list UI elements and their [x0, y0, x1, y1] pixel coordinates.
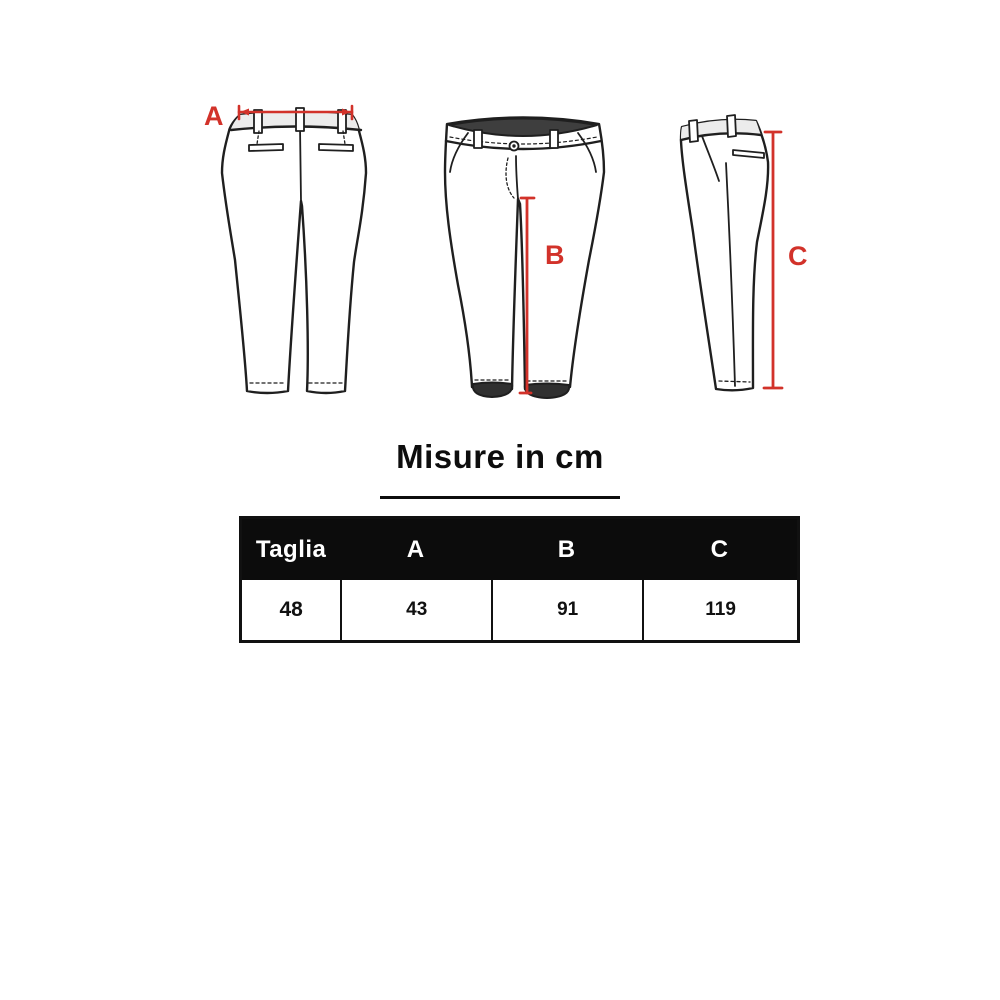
measure-label-b: B — [545, 240, 565, 270]
pants-measurement-diagram — [0, 0, 1000, 430]
header-cell-a: A — [406, 535, 425, 563]
belt-loop — [550, 130, 558, 148]
pants-side-view-figure — [681, 115, 768, 390]
hem-opening-dark — [473, 383, 512, 398]
waist-button-dot — [512, 144, 515, 147]
cell-taglia-value: 48 — [242, 580, 340, 640]
belt-loop — [727, 115, 736, 137]
belt-loop — [474, 130, 482, 148]
title-underline — [380, 496, 620, 499]
size-table-data-row — [242, 580, 797, 640]
back-center-seam — [300, 126, 301, 201]
pants-front-silhouette — [445, 118, 604, 390]
page-title: Misure in cm — [396, 438, 604, 475]
hem-opening-dark — [525, 384, 569, 399]
pants-back-view-figure — [222, 108, 366, 393]
header-cell-b: B — [557, 535, 576, 563]
back-pocket-welt — [249, 144, 283, 151]
pants-front-view-figure — [445, 118, 604, 399]
pants-back-silhouette — [222, 112, 366, 393]
size-table-header-row — [242, 519, 797, 580]
pants-side-silhouette — [681, 120, 768, 390]
belt-loop — [254, 110, 262, 133]
cell-a-value: 43 — [340, 580, 491, 640]
belt-loop — [689, 120, 698, 142]
header-cell-c: C — [710, 535, 729, 563]
header-cell-taglia: Taglia — [255, 535, 327, 563]
back-pocket-welt — [319, 144, 353, 151]
measure-label-a: A — [204, 101, 224, 131]
cell-b-value: 91 — [491, 580, 642, 640]
size-table — [239, 516, 800, 643]
measure-label-c: C — [788, 241, 808, 271]
cell-c-value: 119 — [642, 580, 797, 640]
